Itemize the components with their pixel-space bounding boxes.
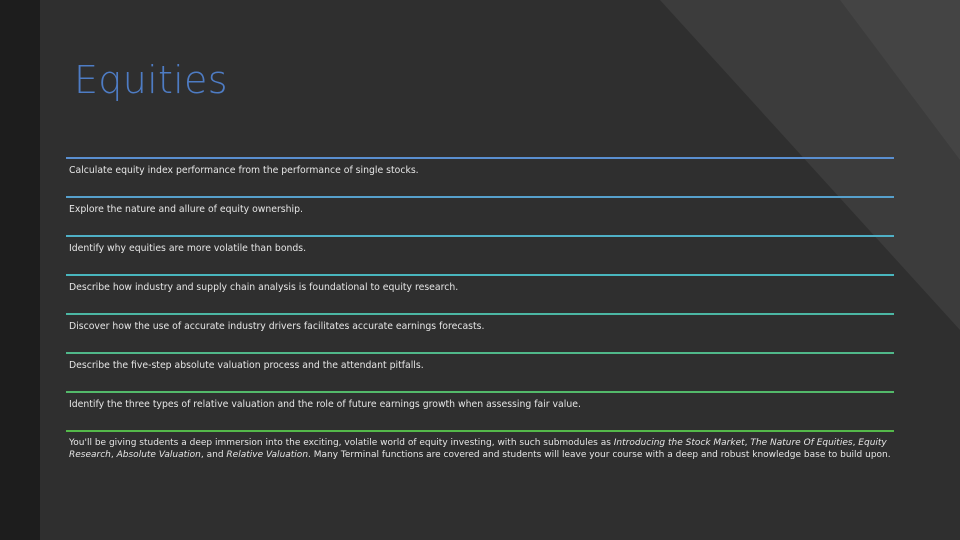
objective-item (66, 313, 894, 352)
summary-item (66, 430, 894, 470)
objective-item (66, 274, 894, 313)
module-name: Equity Research (69, 438, 887, 460)
separator: , and (200, 450, 227, 460)
objective-text: Identify the three types of relative valuation and the role of future earnings growth when assessing fair value. (69, 399, 581, 410)
summary-paragraph (69, 437, 894, 461)
objective-item (66, 157, 894, 196)
objective-text: Calculate equity index performance from the performance of single stocks. (69, 165, 419, 176)
objective-text: Explore the nature and allure of equity ownership. (69, 204, 303, 215)
summary-intro: You'll be giving students a deep immersion into the exciting, volatile world of equity investing, with such submodules as (69, 438, 614, 448)
module-name: Introducing the Stock Market (613, 438, 745, 448)
summary-outro: . Many Terminal functions are covered and students will leave your course with a deep and robust knowledge base to build upon. (308, 450, 891, 460)
objective-text: Identify why equities are more volatile than bonds. (69, 243, 307, 254)
objective-item (66, 196, 894, 235)
objectives-list (66, 157, 894, 470)
module-name: The Nature Of Equities (750, 438, 853, 448)
separator: , (852, 438, 859, 448)
module-name: Absolute Valuation (116, 450, 201, 460)
separator: , (744, 438, 751, 448)
separator: , (110, 450, 117, 460)
module-name: Relative Valuation (226, 450, 309, 460)
objective-text: Describe the five-step absolute valuation process and the attendant pitfalls. (69, 360, 424, 371)
slide-title: Equities (74, 58, 228, 102)
objective-item (66, 391, 894, 430)
objective-text: Discover how the use of accurate industry drivers facilitates accurate earnings forecasts. (69, 321, 485, 332)
objective-text: Describe how industry and supply chain analysis is foundational to equity research. (69, 282, 459, 293)
objective-item (66, 352, 894, 391)
objective-item (66, 235, 894, 274)
